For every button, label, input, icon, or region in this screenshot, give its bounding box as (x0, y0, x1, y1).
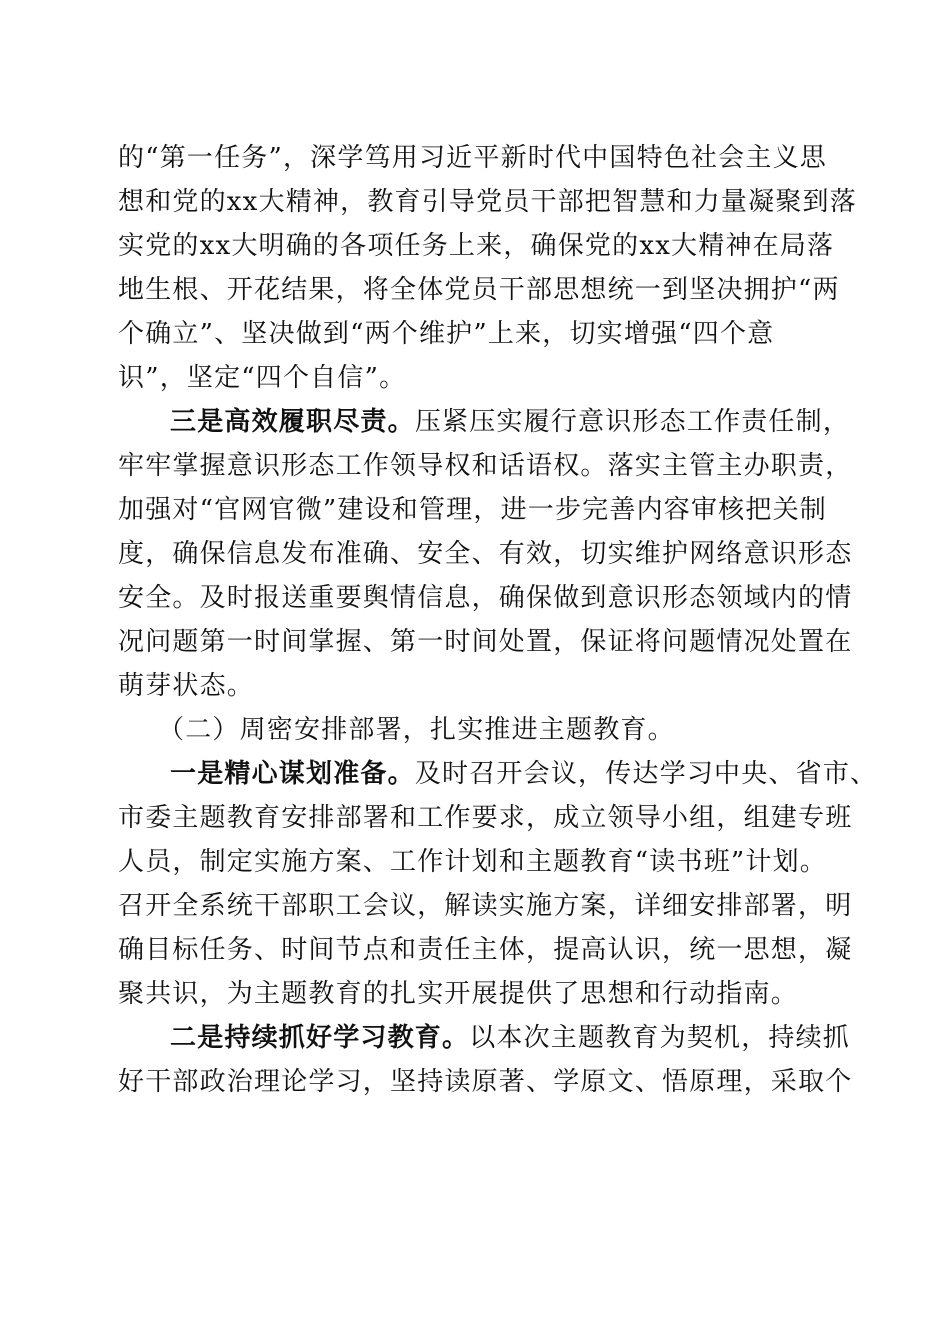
text-line: 的“第一任务”，深学笃用习近平新时代中国特色社会主义思 (118, 143, 827, 173)
text-line: 识”，坚定“四个自信”。 (118, 363, 407, 393)
paragraph-start-line (170, 1018, 890, 1058)
paragraph-text: 以本次主题教育为契机，持续抓 (469, 1023, 851, 1053)
paragraph-lead-heading: 一是精心谋划准备。 (170, 759, 415, 789)
text-line: 好干部政治理论学习，坚持读原著、学原文、悟原理，采取个 (118, 1067, 853, 1097)
text-line: 加强对“官网官微”建设和管理，进一步完善内容审核把关制 (118, 495, 827, 525)
text-line: 个确立”、坚决做到“两个维护”上来，切实增强“四个意 (118, 319, 775, 349)
text-line: 确目标任务、时间节点和责任主体，提高认识，统一思想，凝 (118, 935, 853, 965)
section-heading: （二）周密安排部署，扎实推进主题教育。 (158, 715, 675, 745)
text-line: 萌芽状态。 (118, 671, 255, 701)
text-line: 况问题第一时间掌握、第一时间处置，保证将问题情况处置在 (118, 627, 853, 657)
text-line: 牢牢掌握意识形态工作领导权和话语权。落实主管主办职责， (118, 451, 853, 481)
text-line: 实党的xx大明确的各项任务上来，确保党的xx大精神在局落 (118, 231, 835, 261)
text-line: 安全。及时报送重要舆情信息，确保做到意识形态领域内的情 (118, 583, 853, 613)
text-line: 召开全系统干部职工会议，解读实施方案，详细安排部署，明 (118, 891, 853, 921)
paragraph-text: 压紧压实履行意识形态工作责任制， (414, 407, 851, 437)
text-line: 人员，制定实施方案、工作计划和主题教育“读书班”计划。 (118, 847, 827, 877)
paragraph-lead-heading: 三是高效履职尽责。 (170, 407, 415, 437)
text-line: 市委主题教育安排部署和工作要求，成立领导小组，组建专班 (118, 803, 853, 833)
text-line: 聚共识，为主题教育的扎实开展提供了思想和行动指南。 (118, 979, 799, 1009)
text-line: 想和党的xx大精神，教育引导党员干部把智慧和力量凝聚到落 (118, 187, 857, 217)
paragraph-start-line (170, 754, 890, 794)
paragraph-start-line (170, 402, 890, 442)
text-line: 地生根、开花结果，将全体党员干部思想统一到坚决拥护“两 (118, 275, 840, 305)
paragraph-text: 及时召开会议，传达学习中央、省市、 (414, 759, 878, 789)
paragraph-lead-heading: 二是持续抓好学习教育。 (170, 1023, 470, 1053)
text-line: 度，确保信息发布准确、安全、有效，切实维护网络意识形态 (118, 539, 853, 569)
